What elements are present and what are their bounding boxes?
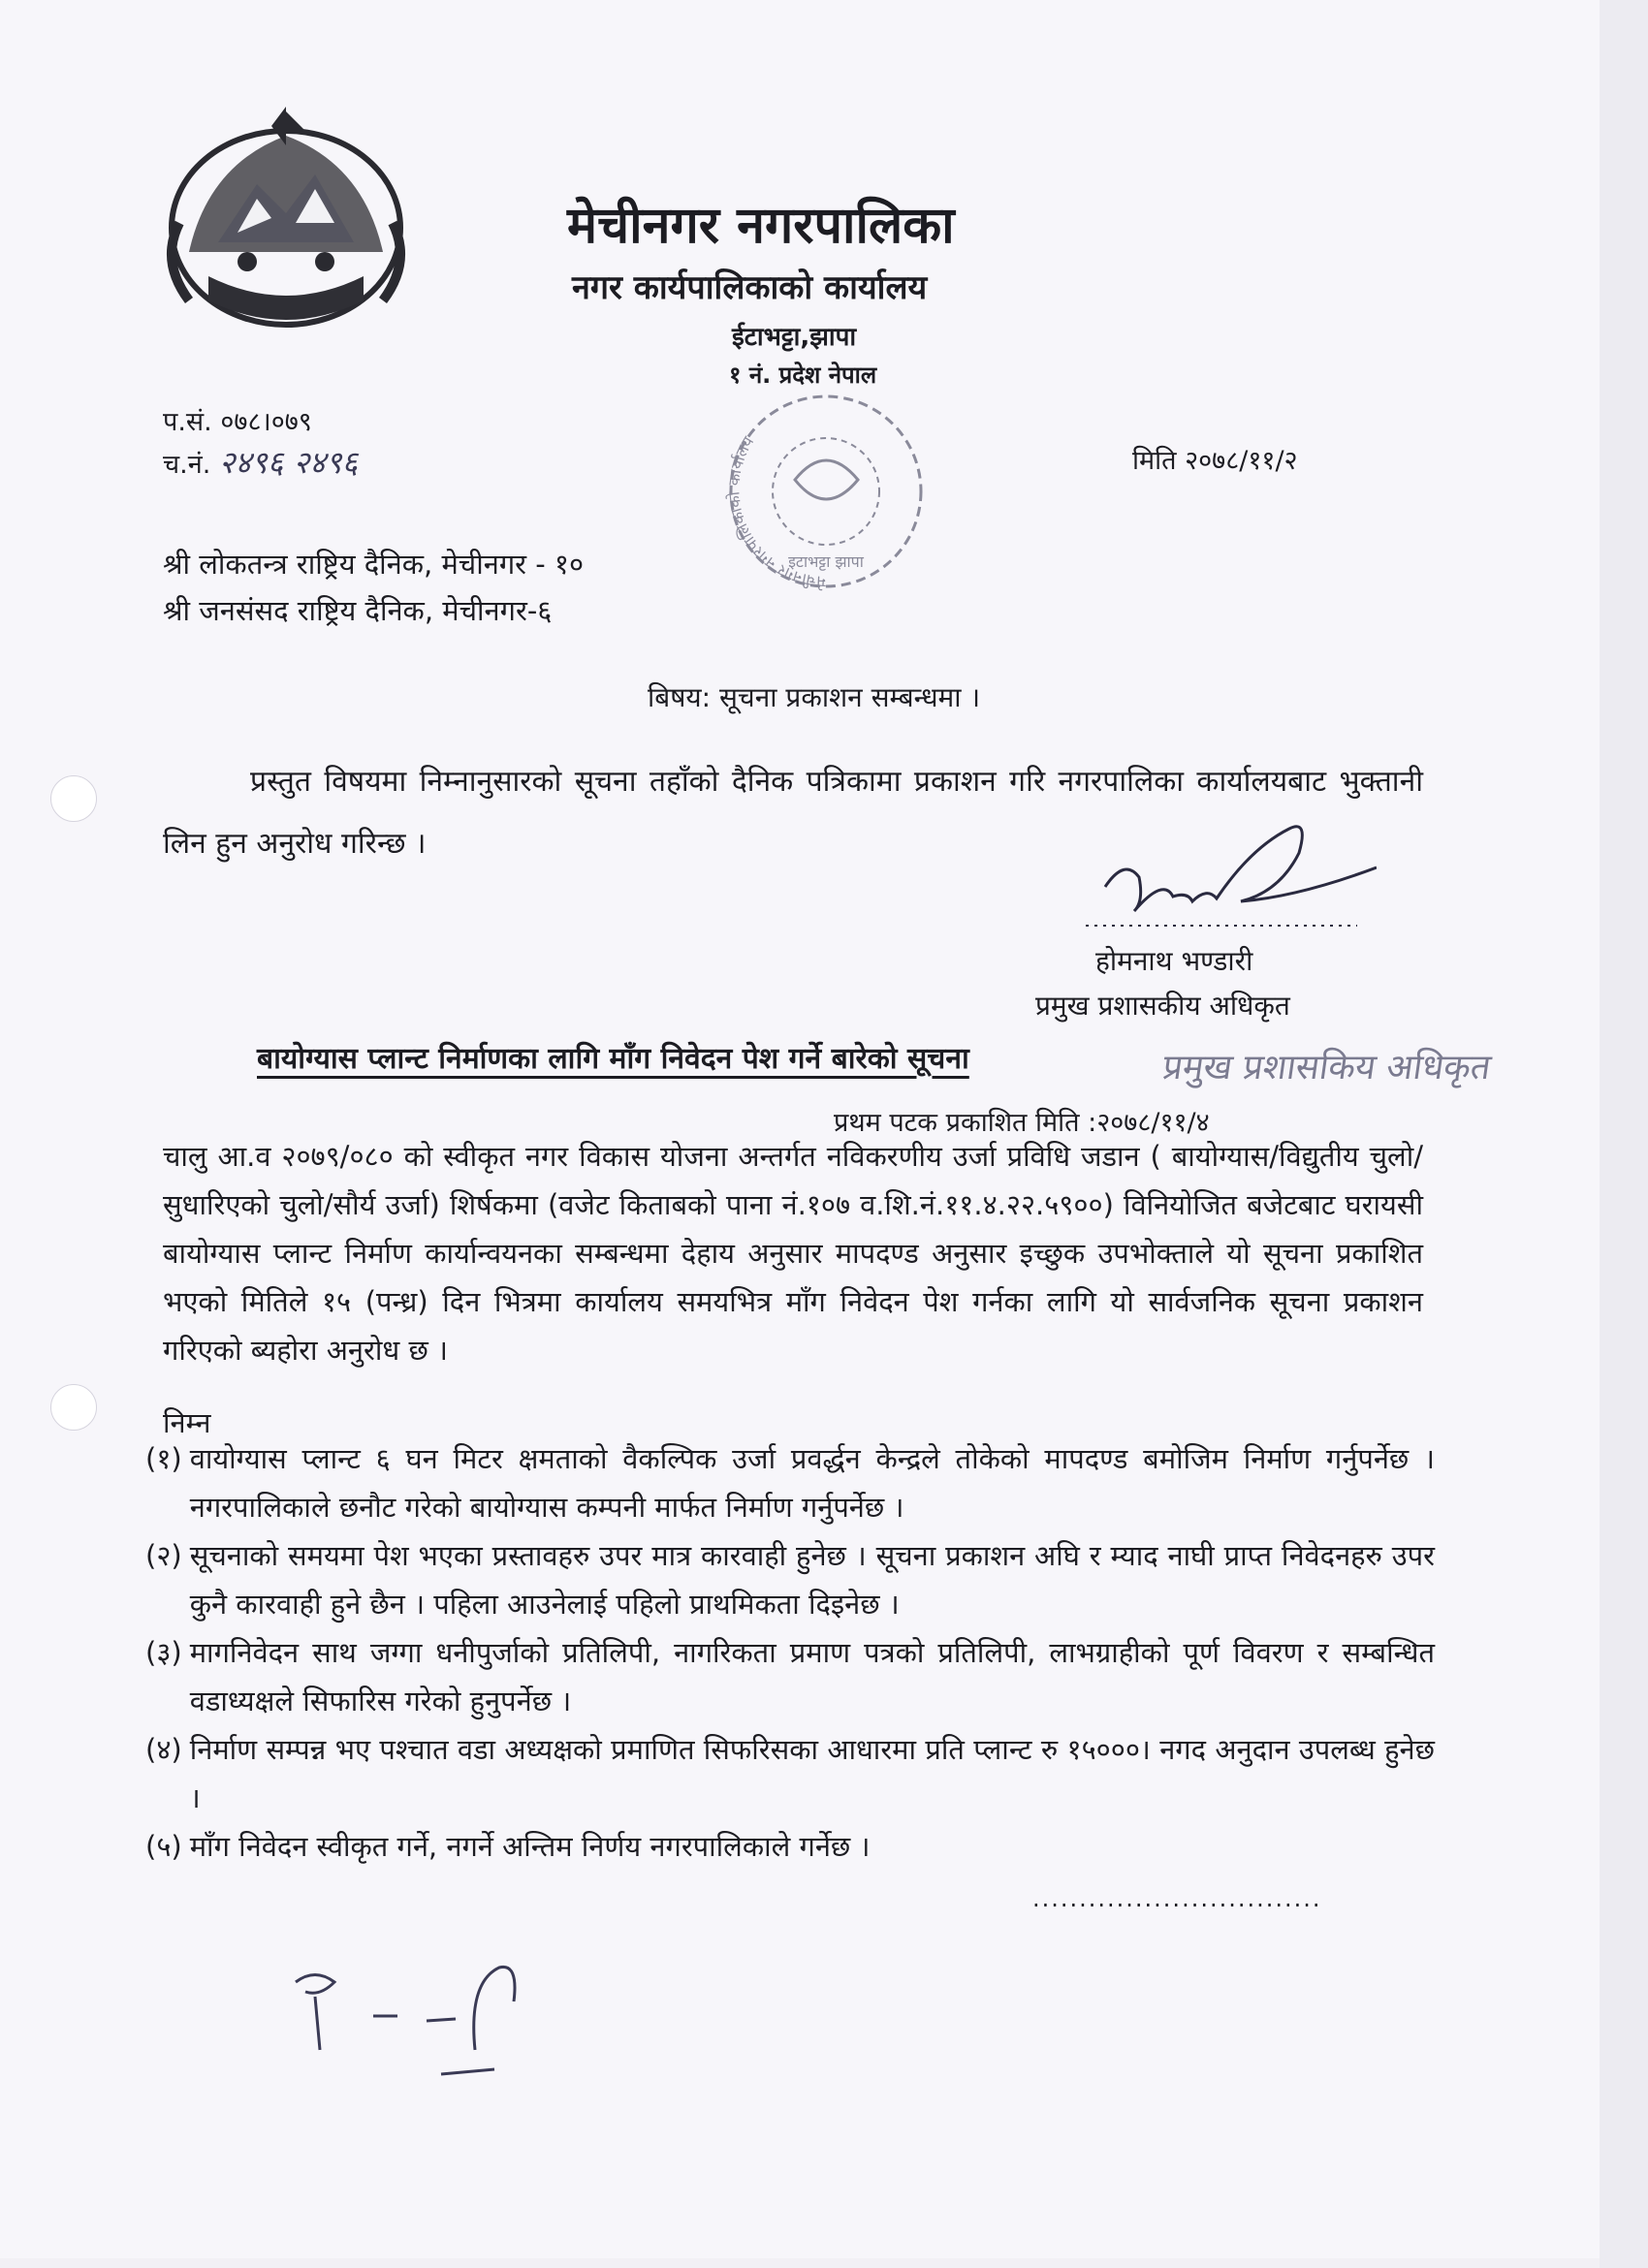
punch-hole-top: [50, 775, 97, 822]
recipient-2: श्री जनसंसद राष्ट्रिय दैनिक, मेचीनगर-६: [163, 594, 553, 627]
letter-date: मिति २०७८/११/२: [1132, 446, 1298, 476]
reference-chn-label: च.नं.: [163, 450, 211, 480]
reference-ps-value: ०७८।०७९: [220, 407, 312, 437]
office-province: १ नं. प्रदेश नेपाल: [729, 362, 877, 389]
request-paragraph: प्रस्तुत विषयमा निम्नानुसारको सूचना तहाँको दैनिक पत्रिकामा प्रकाशन गरि नगरपालिका कार्यालयबाट भुक्तानी लिन हुन अनुरोध गरिन्छ ।: [163, 765, 1423, 861]
conditions-heading: निम्न: [163, 1406, 211, 1439]
condition-item: [145, 1822, 1435, 1871]
condition-number: (२): [145, 1539, 182, 1572]
reference-ps-label: प.सं.: [163, 407, 212, 437]
condition-item: [145, 1725, 1435, 1822]
office-name: नगर कार्यपालिकाको कार्यालय: [572, 268, 928, 307]
condition-text: माँग निवेदन स्वीकृत गर्ने, नगर्ने अन्तिम निर्णय नगरपालिकाले गर्नेछ ।: [189, 1830, 871, 1863]
handwritten-mark: [276, 1943, 616, 2089]
condition-number: (५): [145, 1830, 182, 1863]
condition-text: मागनिवेदन साथ जग्गा धनीपुर्जाको प्रतिलिपी, नागरिकता प्रमाण पत्रको प्रतिलिपी, लाभग्राहीको पूर्ण विवरण र सम्बन्धित वडाध्यक्षले सिफारिस गरेको हुनुपर्नेछ ।: [189, 1636, 1435, 1717]
signatory-title: प्रमुख प्रशासकीय अधिकृत: [1035, 990, 1290, 1022]
punch-hole-bottom: [50, 1384, 97, 1431]
signatory-name: होमनाथ भण्डारी: [1095, 945, 1253, 977]
condition-number: (१): [145, 1442, 182, 1475]
notice-body: चालु आ.व २०७९/०८० को स्वीकृत नगर विकास योजना अन्तर्गत नविकरणीय उर्जा प्रविधि जडान ( बायोग्यास/विद्युतीय चुलो/सुधारिएको चुलो/सौर्य उर्जा) शिर्षकमा (वजेट किताबको पाना नं.१०७ व.शि.नं.११.४.२२.५९००) विनियोजित बजेटबाट घरायसी बायोग्यास प्लान्ट निर्माण कार्यान्वयनका सम्बन्धमा देहाय अनुसार मापदण्ड अनुसार इच्छुक उपभोक्ताले यो सूचना प्रकाशित भएको मितिले १५ (पन्ध्र) दिन भित्रमा कार्यालय समयभित्र माँग निवेदन पेश गर्नका लागि यो सार्वजनिक सूचना प्रकाशन गरिएको ब्यहोरा अनुरोध छ ।: [163, 1140, 1423, 1367]
office-address: ईटाभट्टा,झापा: [732, 323, 857, 352]
published-date: प्रथम पटक प्रकाशित मिति :२०७८/११/४: [834, 1108, 1210, 1138]
office-stamp-icon: [713, 383, 940, 601]
scan-edge: [1600, 0, 1648, 2268]
reference-chn-value: २४९६ २४९६: [218, 444, 359, 481]
condition-number: (४): [145, 1733, 182, 1766]
signature-placeholder-dots: ...............................: [1032, 1885, 1322, 1912]
condition-number: (३): [145, 1636, 182, 1669]
condition-text: वायोग्यास प्लान्ट ६ घन मिटर क्षमताको वैकल्पिक उर्जा प्रवर्द्धन केन्द्रले तोकेको मापदण्ड बमोजिम निर्माण गर्नुपर्नेछ । नगरपालिकाले छनौट गरेको बायोग्यास कम्पनी मार्फत निर्माण गर्नुपर्नेछ ।: [189, 1442, 1435, 1524]
condition-item: [145, 1434, 1435, 1531]
handwritten-signature: [1047, 809, 1377, 945]
reference-ps: [163, 402, 312, 438]
condition-text: सूचनाको समयमा पेश भएका प्रस्तावहरु उपर मात्र कारवाही हुनेछ । सूचना प्रकाशन अघि र म्याद नाघी प्राप्त निवेदनहरु उपर कुनै कारवाही हुने छैन । पहिला आउनेलाई पहिलो प्राथमिकता दिइनेछ ।: [189, 1539, 1435, 1621]
conditions-list: [145, 1434, 1435, 1871]
municipality-title: मेचीनगर नगरपालिका: [567, 197, 955, 255]
stamp-bottom-text: इटाभट्टा झापा: [788, 552, 864, 571]
condition-item: [145, 1628, 1435, 1725]
officer-title-stamp: प्रमुख प्रशासकिय अधिकृत: [1159, 1048, 1494, 1087]
condition-item: [145, 1531, 1435, 1628]
letter-subject: बिषय: सूचना प्रकाशन सम्बन्धमा ।: [648, 681, 981, 713]
notice-title: बायोग्यास प्लान्ट निर्माणका लागि माँग निवेदन पेश गर्ने बारेको सूचना: [257, 1042, 969, 1076]
stamp-ring-text: मेचीनगर नगरपालिकाको कार्यालय: [724, 432, 827, 592]
condition-text: निर्माण सम्पन्न भए पश्चात वडा अध्यक्षको प्रमाणित सिफरिसका आधारमा प्रति प्लान्ट रु १५०००। नगद अनुदान उपलब्ध हुनेछ ।: [189, 1733, 1435, 1814]
reference-chn: [163, 441, 358, 483]
nepal-emblem-icon: [150, 107, 422, 339]
recipient-1: श्री लोकतन्त्र राष्ट्रिय दैनिक, मेचीनगर - १०: [163, 548, 585, 581]
